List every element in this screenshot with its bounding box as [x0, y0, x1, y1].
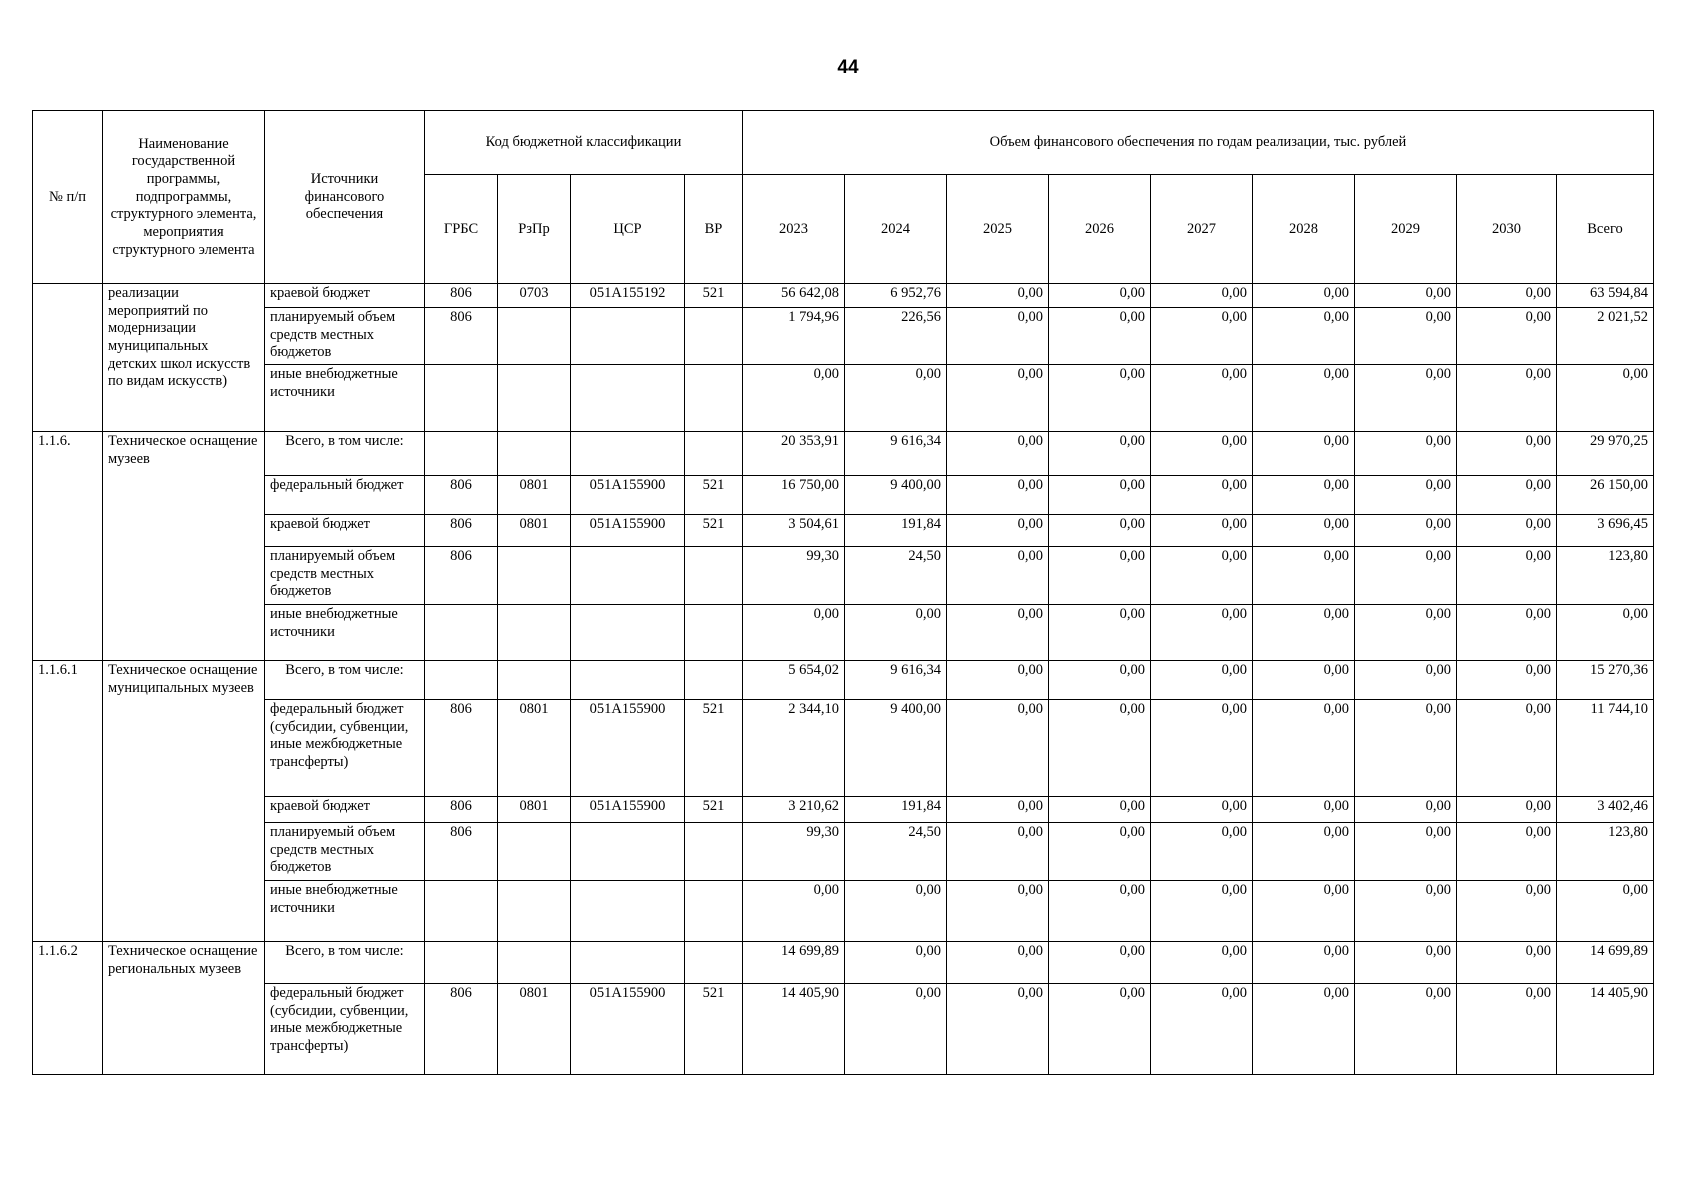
table-row	[33, 661, 1654, 700]
amount-cell: 56 642,08	[743, 284, 845, 308]
amount-cell: 0,00	[1151, 476, 1253, 515]
item-name: Техническое оснащение муниципальных музеев	[103, 661, 265, 942]
row-number: 1.1.6.2	[33, 942, 103, 1075]
item-name: Техническое оснащение музеев	[103, 432, 265, 661]
amount-cell: 9 400,00	[845, 700, 947, 797]
amount-cell: 0,00	[1151, 942, 1253, 984]
kbk-csr: 051А155900	[571, 700, 685, 797]
kbk-grbs: 806	[425, 476, 498, 515]
amount-cell: 0,00	[1253, 432, 1355, 476]
amount-cell: 0,00	[1049, 823, 1151, 881]
amount-cell: 3 210,62	[743, 797, 845, 823]
amount-cell: 0,00	[1049, 700, 1151, 797]
amount-cell: 0,00	[1151, 547, 1253, 605]
amount-cell: 14 405,90	[1557, 984, 1654, 1075]
kbk-grbs: 806	[425, 515, 498, 547]
amount-cell: 0,00	[1457, 942, 1557, 984]
amount-cell: 0,00	[947, 881, 1049, 942]
amount-cell: 24,50	[845, 823, 947, 881]
amount-cell: 0,00	[1457, 476, 1557, 515]
amount-cell: 0,00	[1049, 365, 1151, 432]
amount-cell: 0,00	[1049, 547, 1151, 605]
amount-cell: 0,00	[845, 881, 947, 942]
amount-cell: 0,00	[1457, 605, 1557, 661]
amount-cell: 0,00	[1457, 515, 1557, 547]
amount-cell: 26 150,00	[1557, 476, 1654, 515]
amount-cell: 0,00	[1355, 605, 1457, 661]
amount-cell: 0,00	[1049, 605, 1151, 661]
funding-source: федеральный бюджет	[265, 476, 425, 515]
amount-cell: 0,00	[1355, 432, 1457, 476]
kbk-grbs	[425, 432, 498, 476]
amount-cell: 0,00	[947, 365, 1049, 432]
kbk-rzpr: 0801	[498, 984, 571, 1075]
amount-cell: 0,00	[1049, 284, 1151, 308]
amount-cell: 0,00	[947, 476, 1049, 515]
amount-cell: 0,00	[947, 308, 1049, 365]
kbk-grbs: 806	[425, 984, 498, 1075]
amount-cell: 0,00	[1151, 432, 1253, 476]
amount-cell: 0,00	[1151, 365, 1253, 432]
amount-cell: 0,00	[1253, 476, 1355, 515]
table-row	[33, 823, 1654, 881]
header-kbk-col: РзПр	[498, 175, 571, 284]
amount-cell: 191,84	[845, 515, 947, 547]
table-row	[33, 797, 1654, 823]
funding-source: краевой бюджет	[265, 284, 425, 308]
amount-cell: 14 405,90	[743, 984, 845, 1075]
amount-cell: 0,00	[1151, 984, 1253, 1075]
amount-cell: 0,00	[947, 984, 1049, 1075]
kbk-vr	[685, 605, 743, 661]
header-year-col: 2028	[1253, 175, 1355, 284]
table-row	[33, 476, 1654, 515]
funding-source: краевой бюджет	[265, 515, 425, 547]
kbk-vr: 521	[685, 984, 743, 1075]
table-row	[33, 515, 1654, 547]
kbk-rzpr	[498, 365, 571, 432]
kbk-rzpr	[498, 823, 571, 881]
header-name: Наименование государственной программы, подпрограммы, структурного элемента, мероприятия структурного элемента	[103, 111, 265, 284]
amount-cell: 29 970,25	[1557, 432, 1654, 476]
amount-cell: 0,00	[1049, 942, 1151, 984]
amount-cell: 0,00	[1457, 700, 1557, 797]
kbk-grbs: 806	[425, 308, 498, 365]
kbk-rzpr: 0801	[498, 476, 571, 515]
amount-cell: 0,00	[947, 797, 1049, 823]
kbk-csr	[571, 661, 685, 700]
kbk-vr	[685, 547, 743, 605]
amount-cell: 0,00	[845, 942, 947, 984]
amount-cell: 0,00	[1049, 661, 1151, 700]
amount-cell: 0,00	[1253, 823, 1355, 881]
amount-cell: 9 400,00	[845, 476, 947, 515]
amount-cell: 0,00	[1049, 881, 1151, 942]
kbk-grbs	[425, 661, 498, 700]
header-volume-group: Объем финансового обеспечения по годам реализации, тыс. рублей	[743, 111, 1654, 175]
amount-cell: 0,00	[1457, 797, 1557, 823]
kbk-vr: 521	[685, 476, 743, 515]
table-row	[33, 700, 1654, 797]
kbk-vr: 521	[685, 284, 743, 308]
amount-cell: 0,00	[1151, 515, 1253, 547]
table-row	[33, 605, 1654, 661]
kbk-csr: 051А155192	[571, 284, 685, 308]
amount-cell: 24,50	[845, 547, 947, 605]
kbk-csr: 051А155900	[571, 797, 685, 823]
row-number	[33, 284, 103, 432]
amount-cell: 3 504,61	[743, 515, 845, 547]
header-year-col: 2027	[1151, 175, 1253, 284]
kbk-csr	[571, 365, 685, 432]
amount-cell: 123,80	[1557, 547, 1654, 605]
table-row	[33, 365, 1654, 432]
amount-cell: 0,00	[1355, 284, 1457, 308]
kbk-csr	[571, 308, 685, 365]
row-number: 1.1.6.1	[33, 661, 103, 942]
amount-cell: 0,00	[743, 605, 845, 661]
amount-cell: 0,00	[1151, 661, 1253, 700]
funding-source: Всего, в том числе:	[265, 661, 425, 700]
amount-cell: 0,00	[1457, 661, 1557, 700]
amount-cell: 3 402,46	[1557, 797, 1654, 823]
kbk-rzpr: 0801	[498, 700, 571, 797]
amount-cell: 11 744,10	[1557, 700, 1654, 797]
amount-cell: 0,00	[947, 823, 1049, 881]
amount-cell: 0,00	[1151, 881, 1253, 942]
table-row	[33, 984, 1654, 1075]
amount-cell: 0,00	[947, 284, 1049, 308]
amount-cell: 0,00	[1253, 308, 1355, 365]
amount-cell: 0,00	[1151, 700, 1253, 797]
funding-source: планируемый объем средств местных бюджетов	[265, 308, 425, 365]
kbk-csr	[571, 432, 685, 476]
amount-cell: 0,00	[1355, 308, 1457, 365]
amount-cell: 0,00	[1049, 308, 1151, 365]
amount-cell: 0,00	[1457, 308, 1557, 365]
amount-cell: 0,00	[1253, 700, 1355, 797]
amount-cell: 0,00	[1457, 984, 1557, 1075]
amount-cell: 0,00	[1253, 605, 1355, 661]
amount-cell: 0,00	[1355, 515, 1457, 547]
amount-cell: 0,00	[947, 661, 1049, 700]
kbk-vr	[685, 942, 743, 984]
funding-source: Всего, в том числе:	[265, 432, 425, 476]
item-name: реализации мероприятий по модернизации муниципальных детских школ искусств по видам искусств)	[103, 284, 265, 432]
amount-cell: 0,00	[845, 984, 947, 1075]
kbk-rzpr: 0703	[498, 284, 571, 308]
kbk-vr	[685, 881, 743, 942]
amount-cell: 0,00	[1355, 881, 1457, 942]
amount-cell: 0,00	[1457, 284, 1557, 308]
amount-cell: 0,00	[1253, 365, 1355, 432]
kbk-vr: 521	[685, 797, 743, 823]
amount-cell: 0,00	[947, 942, 1049, 984]
kbk-csr	[571, 547, 685, 605]
funding-source: планируемый объем средств местных бюджетов	[265, 823, 425, 881]
amount-cell: 0,00	[1151, 284, 1253, 308]
amount-cell: 63 594,84	[1557, 284, 1654, 308]
amount-cell: 9 616,34	[845, 661, 947, 700]
amount-cell: 0,00	[1253, 881, 1355, 942]
kbk-vr	[685, 365, 743, 432]
funding-source: Всего, в том числе:	[265, 942, 425, 984]
kbk-rzpr	[498, 881, 571, 942]
amount-cell: 0,00	[1151, 797, 1253, 823]
amount-cell: 0,00	[1253, 515, 1355, 547]
kbk-csr	[571, 605, 685, 661]
amount-cell: 0,00	[1557, 881, 1654, 942]
table-row	[33, 284, 1654, 308]
amount-cell: 0,00	[947, 605, 1049, 661]
funding-source: краевой бюджет	[265, 797, 425, 823]
amount-cell: 0,00	[1557, 365, 1654, 432]
amount-cell: 14 699,89	[1557, 942, 1654, 984]
amount-cell: 123,80	[1557, 823, 1654, 881]
header-year-col: 2026	[1049, 175, 1151, 284]
amount-cell: 5 654,02	[743, 661, 845, 700]
amount-cell: 0,00	[743, 881, 845, 942]
amount-cell: 0,00	[1253, 661, 1355, 700]
amount-cell: 0,00	[947, 700, 1049, 797]
amount-cell: 0,00	[1049, 476, 1151, 515]
header-year-col: Всего	[1557, 175, 1654, 284]
header-year-col: 2023	[743, 175, 845, 284]
amount-cell: 0,00	[1151, 308, 1253, 365]
amount-cell: 2 021,52	[1557, 308, 1654, 365]
kbk-rzpr	[498, 661, 571, 700]
kbk-grbs	[425, 605, 498, 661]
amount-cell: 0,00	[1049, 984, 1151, 1075]
amount-cell: 0,00	[1253, 797, 1355, 823]
amount-cell: 0,00	[1355, 365, 1457, 432]
amount-cell: 0,00	[1355, 661, 1457, 700]
kbk-grbs: 806	[425, 823, 498, 881]
kbk-vr	[685, 823, 743, 881]
budget-table	[32, 110, 1654, 1075]
header-year-col: 2025	[947, 175, 1049, 284]
amount-cell: 0,00	[743, 365, 845, 432]
header-kbk-col: ГРБС	[425, 175, 498, 284]
funding-source: планируемый объем средств местных бюджетов	[265, 547, 425, 605]
kbk-rzpr	[498, 547, 571, 605]
amount-cell: 0,00	[845, 365, 947, 432]
amount-cell: 0,00	[1151, 605, 1253, 661]
amount-cell: 99,30	[743, 547, 845, 605]
amount-cell: 0,00	[1557, 605, 1654, 661]
amount-cell: 14 699,89	[743, 942, 845, 984]
amount-cell: 16 750,00	[743, 476, 845, 515]
kbk-vr: 521	[685, 700, 743, 797]
kbk-vr: 521	[685, 515, 743, 547]
amount-cell: 0,00	[1457, 432, 1557, 476]
kbk-grbs: 806	[425, 797, 498, 823]
amount-cell: 0,00	[1457, 547, 1557, 605]
page-number: 44	[837, 57, 859, 78]
funding-source: иные внебюджетные источники	[265, 365, 425, 432]
amount-cell: 0,00	[1355, 797, 1457, 823]
kbk-grbs	[425, 881, 498, 942]
kbk-rzpr	[498, 942, 571, 984]
funding-source: федеральный бюджет (субсидии, субвенции, иные межбюджетные трансферты)	[265, 700, 425, 797]
kbk-rzpr	[498, 605, 571, 661]
amount-cell: 0,00	[1253, 984, 1355, 1075]
kbk-rzpr	[498, 432, 571, 476]
kbk-rzpr: 0801	[498, 797, 571, 823]
amount-cell: 15 270,36	[1557, 661, 1654, 700]
table-row	[33, 942, 1654, 984]
table-row	[33, 547, 1654, 605]
amount-cell: 0,00	[1355, 547, 1457, 605]
kbk-csr: 051А155900	[571, 984, 685, 1075]
kbk-rzpr: 0801	[498, 515, 571, 547]
header-num: № п/п	[33, 111, 103, 284]
kbk-grbs: 806	[425, 700, 498, 797]
table-row	[33, 881, 1654, 942]
amount-cell: 0,00	[947, 547, 1049, 605]
table-row	[33, 308, 1654, 365]
kbk-csr	[571, 881, 685, 942]
kbk-grbs	[425, 365, 498, 432]
amount-cell: 0,00	[1253, 547, 1355, 605]
header-year-col: 2029	[1355, 175, 1457, 284]
header-source: Источники финансового обеспечения	[265, 111, 425, 284]
funding-source: федеральный бюджет (субсидии, субвенции, иные межбюджетные трансферты)	[265, 984, 425, 1075]
amount-cell: 0,00	[1151, 823, 1253, 881]
amount-cell: 0,00	[947, 515, 1049, 547]
amount-cell: 0,00	[1355, 700, 1457, 797]
funding-source: иные внебюджетные источники	[265, 881, 425, 942]
amount-cell: 191,84	[845, 797, 947, 823]
item-name: Техническое оснащение региональных музеев	[103, 942, 265, 1075]
amount-cell: 0,00	[1253, 942, 1355, 984]
amount-cell: 0,00	[1253, 284, 1355, 308]
amount-cell: 0,00	[1355, 942, 1457, 984]
amount-cell: 0,00	[1457, 823, 1557, 881]
kbk-csr	[571, 823, 685, 881]
amount-cell: 0,00	[1355, 476, 1457, 515]
header-year-col: 2030	[1457, 175, 1557, 284]
kbk-grbs: 806	[425, 284, 498, 308]
amount-cell: 0,00	[845, 605, 947, 661]
amount-cell: 0,00	[1457, 881, 1557, 942]
kbk-vr	[685, 661, 743, 700]
amount-cell: 0,00	[1457, 365, 1557, 432]
kbk-csr: 051А155900	[571, 476, 685, 515]
header-kbk-group: Код бюджетной классификации	[425, 111, 743, 175]
funding-source: иные внебюджетные источники	[265, 605, 425, 661]
amount-cell: 0,00	[947, 432, 1049, 476]
amount-cell: 6 952,76	[845, 284, 947, 308]
amount-cell: 0,00	[1355, 823, 1457, 881]
amount-cell: 9 616,34	[845, 432, 947, 476]
header-kbk-col: ВР	[685, 175, 743, 284]
amount-cell: 99,30	[743, 823, 845, 881]
table-row	[33, 432, 1654, 476]
kbk-vr	[685, 308, 743, 365]
amount-cell: 1 794,96	[743, 308, 845, 365]
kbk-vr	[685, 432, 743, 476]
header-kbk-col: ЦСР	[571, 175, 685, 284]
kbk-csr	[571, 942, 685, 984]
kbk-csr: 051А155900	[571, 515, 685, 547]
kbk-grbs	[425, 942, 498, 984]
amount-cell: 0,00	[1355, 984, 1457, 1075]
row-number: 1.1.6.	[33, 432, 103, 661]
amount-cell: 20 353,91	[743, 432, 845, 476]
amount-cell: 2 344,10	[743, 700, 845, 797]
kbk-rzpr	[498, 308, 571, 365]
amount-cell: 3 696,45	[1557, 515, 1654, 547]
kbk-grbs: 806	[425, 547, 498, 605]
amount-cell: 0,00	[1049, 515, 1151, 547]
header-year-col: 2024	[845, 175, 947, 284]
amount-cell: 226,56	[845, 308, 947, 365]
amount-cell: 0,00	[1049, 432, 1151, 476]
amount-cell: 0,00	[1049, 797, 1151, 823]
